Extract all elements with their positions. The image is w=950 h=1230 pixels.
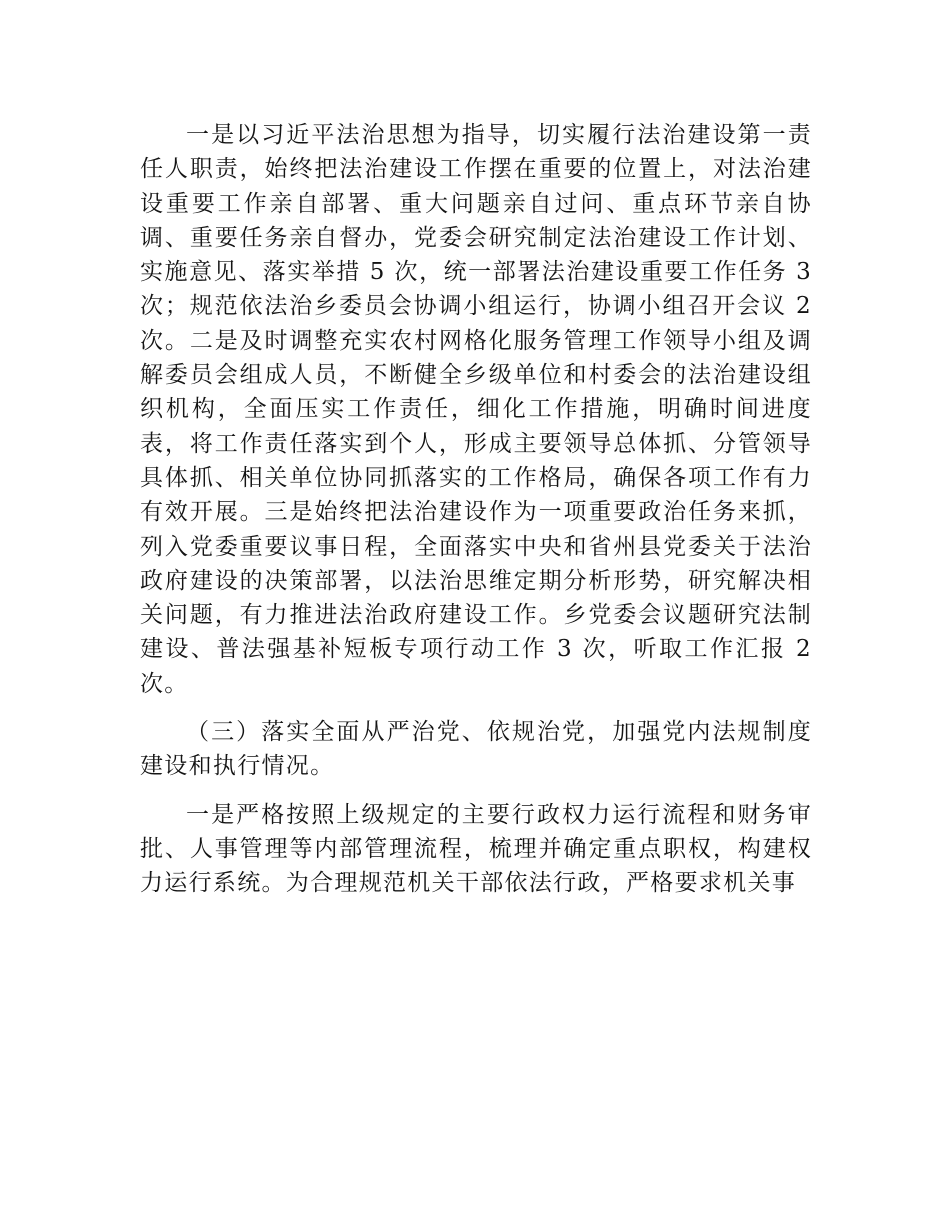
- document-body: [140, 118, 821, 901]
- paragraph-work-measures: 一是以习近平法治思想为指导，切实履行法治建设第一责任人职责，始终把法治建设工作摆在重要的位置上，对法治建设重要工作亲自部署、重大问题亲自过问、重点环节亲自协调、重要任务亲自督办，党委会研究制定法治建设工作计划、实施意见、落实举措 5 次，统一部署法治建设重要工作任务 3 次；规范依法治乡委员会协调小组运行，协调小组召开会议 2 次。二是及时调整充实农村网格化服务管理工作领导小组及调解委员会组成人员，不断健全乡级单位和村委会的法治建设组织机构，全面压实工作责任，细化工作措施，明确时间进度表，将工作责任落实到个人，形成主要领导总体抓、分管领导具体抓、相关单位协同抓落实的工作格局，确保各项工作有力有效开展。三是始终把法治建设作为一项重要政治任务来抓，列入党委重要议事日程，全面落实中央和省州县党委关于法治政府建设的决策部署，以法治思维定期分析形势，研究解决相关问题，有力推进法治政府建设工作。乡党委会议题研究法制建设、普法强基补短板专项行动工作 3 次，听取工作汇报 2 次。: [140, 122, 821, 697]
- section-heading-three: （三）落实全面从严治党、依规治党，加强党内法规制度建设和执行情况。: [140, 719, 812, 780]
- paragraph-power-operation: 一是严格按照上级规定的主要行政权力运行流程和财务审批、人事管理等内部管理流程，梳理并确定重点职权，构建权力运行系统。为合理规范机关干部依法行政，严格要求机关事: [140, 801, 812, 897]
